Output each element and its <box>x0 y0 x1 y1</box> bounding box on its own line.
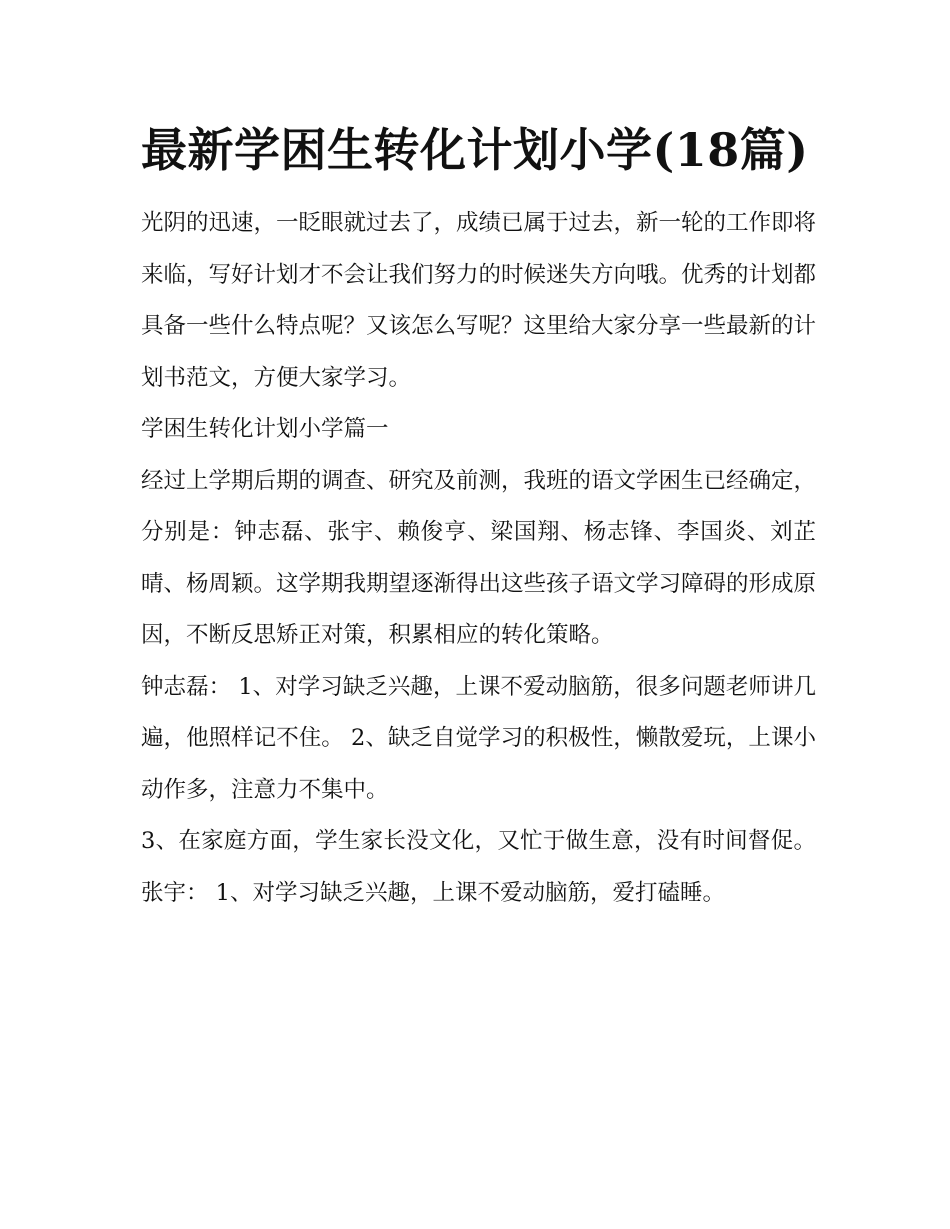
body-paragraph: 3、在家庭方面，学生家长没文化，又忙于做生意，没有时间督促。 张宇： 1、对学习缺乏兴趣，上课不爱动脑筋，爱打磕睡。 <box>141 828 816 906</box>
body-paragraph: 钟志磊： 1、对学习缺乏兴趣，上课不爱动脑筋，很多问题老师讲几遍，他照样记不住。 2、缺乏自觉学习的积极性，懒散爱玩，上课小动作多，注意力不集中。 <box>141 673 816 803</box>
body-paragraph: 经过上学期后期的调查、研究及前测，我班的语文学困生已经确定，分别是：钟志磊、张宇、赖俊亨、梁国翔、杨志锋、李国炎、刘芷晴、杨周颖。这学期我期望逐渐得出这些孩子语文学习障碍的形成原因，不断反思矫正对策，积累相应的转化策略。 <box>141 467 817 648</box>
document-title: 最新学困生转化计划小学(18篇) <box>141 123 809 177</box>
document-body <box>141 198 816 919</box>
section-heading: 学困生转化计划小学篇一 <box>141 416 389 442</box>
document-page <box>141 112 816 919</box>
intro-paragraph: 光阴的迅速，一眨眼就过去了，成绩已属于过去，新一轮的工作即将来临，写好计划才不会让我们努力的时候迷失方向哦。优秀的计划都具备一些什么特点呢？又该怎么写呢？这里给大家分享一些最新的计划书范文，方便大家学习。 <box>141 210 817 391</box>
